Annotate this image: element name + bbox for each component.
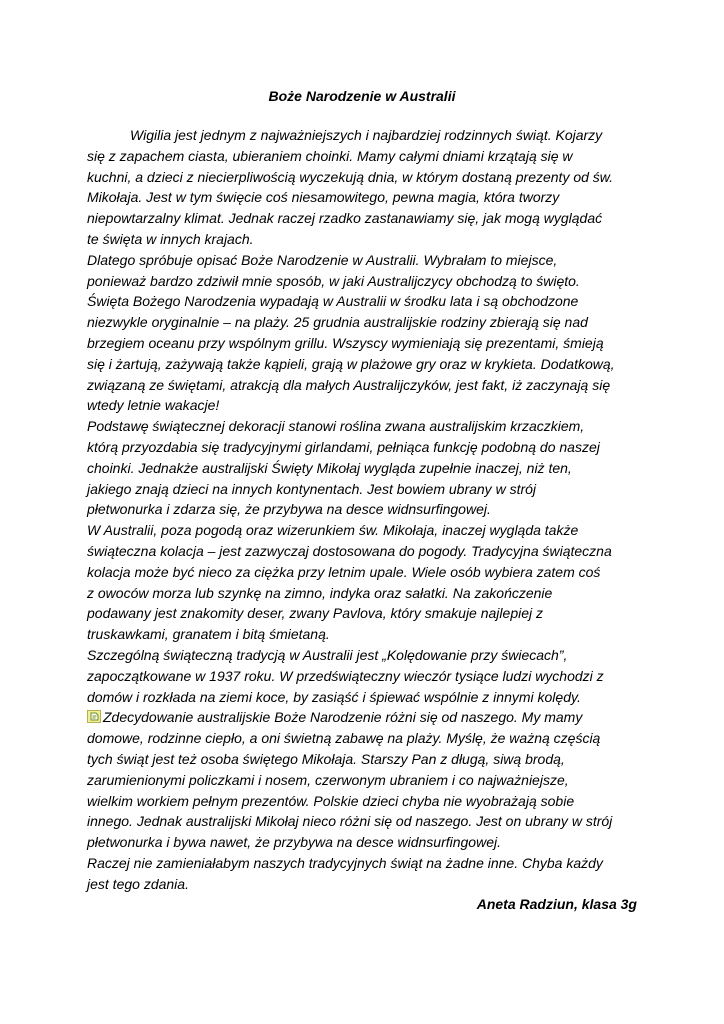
body-line: Dlatego spróbuje opisać Boże Narodzenie w Australii. Wybrałam to miejsce, [87, 251, 558, 268]
body-line: domów i rozkłada na ziemi koce, by zasiąść i śpiewać wspólnie z innymi kolędy. [87, 688, 581, 705]
body-line: którą przyozdabia się tradycyjnymi girlandami, pełniąca funkcję podobną do naszej [87, 438, 600, 455]
body-line: tych świąt jest też osoba świętego Mikołaja. Starszy Pan z długą, siwą brodą, [87, 750, 565, 767]
body-line: świąteczna kolacja – jest zazwyczaj dostosowana do pogody. Tradycyjna świąteczna [87, 542, 612, 559]
body-line: płetwonurka i zdarza się, że przybywa na desce widnsurfingowej. [87, 501, 491, 518]
body-line: związaną ze świętami, atrakcją dla małych Australijczyków, jest fakt, iż zaczynają się [87, 376, 611, 393]
body-line: W Australii, poza pogodą oraz wizerunkiem św. Mikołaja, inaczej wygląda także [87, 522, 579, 539]
body-line: niezwykle oryginalnie – na plaży. 25 grudnia australijskie rodziny zbierają się nad [87, 314, 588, 331]
body-line: truskawkami, granatem i bitą śmietaną. [87, 626, 330, 643]
body-line: płetwonurka i bywa nawet, że przybywa na desce widnsurfingowej. [87, 834, 501, 851]
body-line-with-note [87, 707, 647, 728]
body-line: kuchni, a dzieci z niecierpliwością wyczekują dnia, w którym dostaną prezenty od św. [87, 168, 614, 185]
document-body [87, 125, 647, 894]
body-line: zarumienionymi policzkami i nosem, czerwonym ubraniem i co najważniejsze, [87, 771, 569, 788]
body-line: Podstawę świątecznej dekoracji stanowi roślina zwana australijskim krzaczkiem, [87, 418, 585, 435]
body-line: jakiego znają dzieci na innych kontynentach. Jest bowiem ubrany w strój [87, 480, 537, 497]
body-line: Szczególną świąteczną tradycją w Australii jest „Kolędowanie przy świecach”, [87, 646, 568, 663]
body-line: brzegiem oceanu przy wspólnym grillu. Wszyscy wymieniają się prezentami, śmieją [87, 334, 604, 351]
body-line: jest tego zdania. [87, 875, 189, 892]
body-line: wielkim workiem pełnym prezentów. Polskie dzieci chyba nie wyobrażają sobie [87, 792, 575, 809]
body-line: zapoczątkowane w 1937 roku. W przedświąteczny wieczór tysiące ludzi wychodzi z [87, 667, 604, 684]
body-line: Święta Bożego Narodzenia wypadają w Australii w środku lata i są obchodzone [87, 293, 579, 310]
author-signature: Aneta Radziun, klasa 3g [476, 896, 637, 912]
body-line: choinki. Jednakże australijski Święty Mikołaj wygląda zupełnie inaczej, niż ten, [87, 459, 572, 476]
body-line: Mikołaja. Jest w tym święcie coś niesamowitego, pewna magia, która tworzy [87, 189, 560, 206]
body-line: wtedy letnie wakacje! [87, 397, 220, 414]
body-line: kolacja może być nieco za ciężka przy letnim upale. Wiele osób wybiera zatem coś [87, 563, 601, 580]
body-line: z owoców morza lub szynkę na zimno, indyka oraz sałatki. Na zakończenie [87, 584, 553, 601]
body-line: podawany jest znakomity deser, zwany Pavlova, który smakuje najlepiej z [87, 605, 543, 622]
body-line: się z zapachem ciasta, ubieraniem choinki. Mamy całymi dniami krzątają się w [87, 147, 573, 164]
body-line: się i żartują, zażywają także kąpieli, grają w plażowe gry oraz w krykieta. Dodatkową, [87, 355, 615, 372]
document-title: Boże Narodzenie w Australii [268, 88, 456, 104]
body-line: Raczej nie zamieniałabym naszych tradycyjnych świąt na żadne inne. Chyba każdy [87, 854, 603, 871]
body-line: te święta w innych krajach. [87, 230, 254, 247]
body-line-text: Zdecydowanie australijskie Boże Narodzenie różni się od naszego. My mamy [103, 709, 583, 726]
annotation-note-icon[interactable] [87, 710, 101, 723]
body-line: Wigilia jest jednym z najważniejszych i najbardziej rodzinnych świąt. Kojarzy [130, 127, 603, 143]
body-line: ponieważ bardzo zdziwił mnie sposób, w jaki Australijczycy obchodzą to święto. [87, 272, 580, 289]
body-line: domowe, rodzinne ciepło, a oni świetną zabawę na plaży. Myślę, że ważną częścią [87, 730, 601, 747]
body-line: niepowtarzalny klimat. Jednak raczej rzadko zastanawiamy się, jak mogą wyglądać [87, 210, 603, 227]
body-line: innego. Jednak australijski Mikołaj nieco różni się od naszego. Jest on ubrany w strój [87, 813, 613, 830]
